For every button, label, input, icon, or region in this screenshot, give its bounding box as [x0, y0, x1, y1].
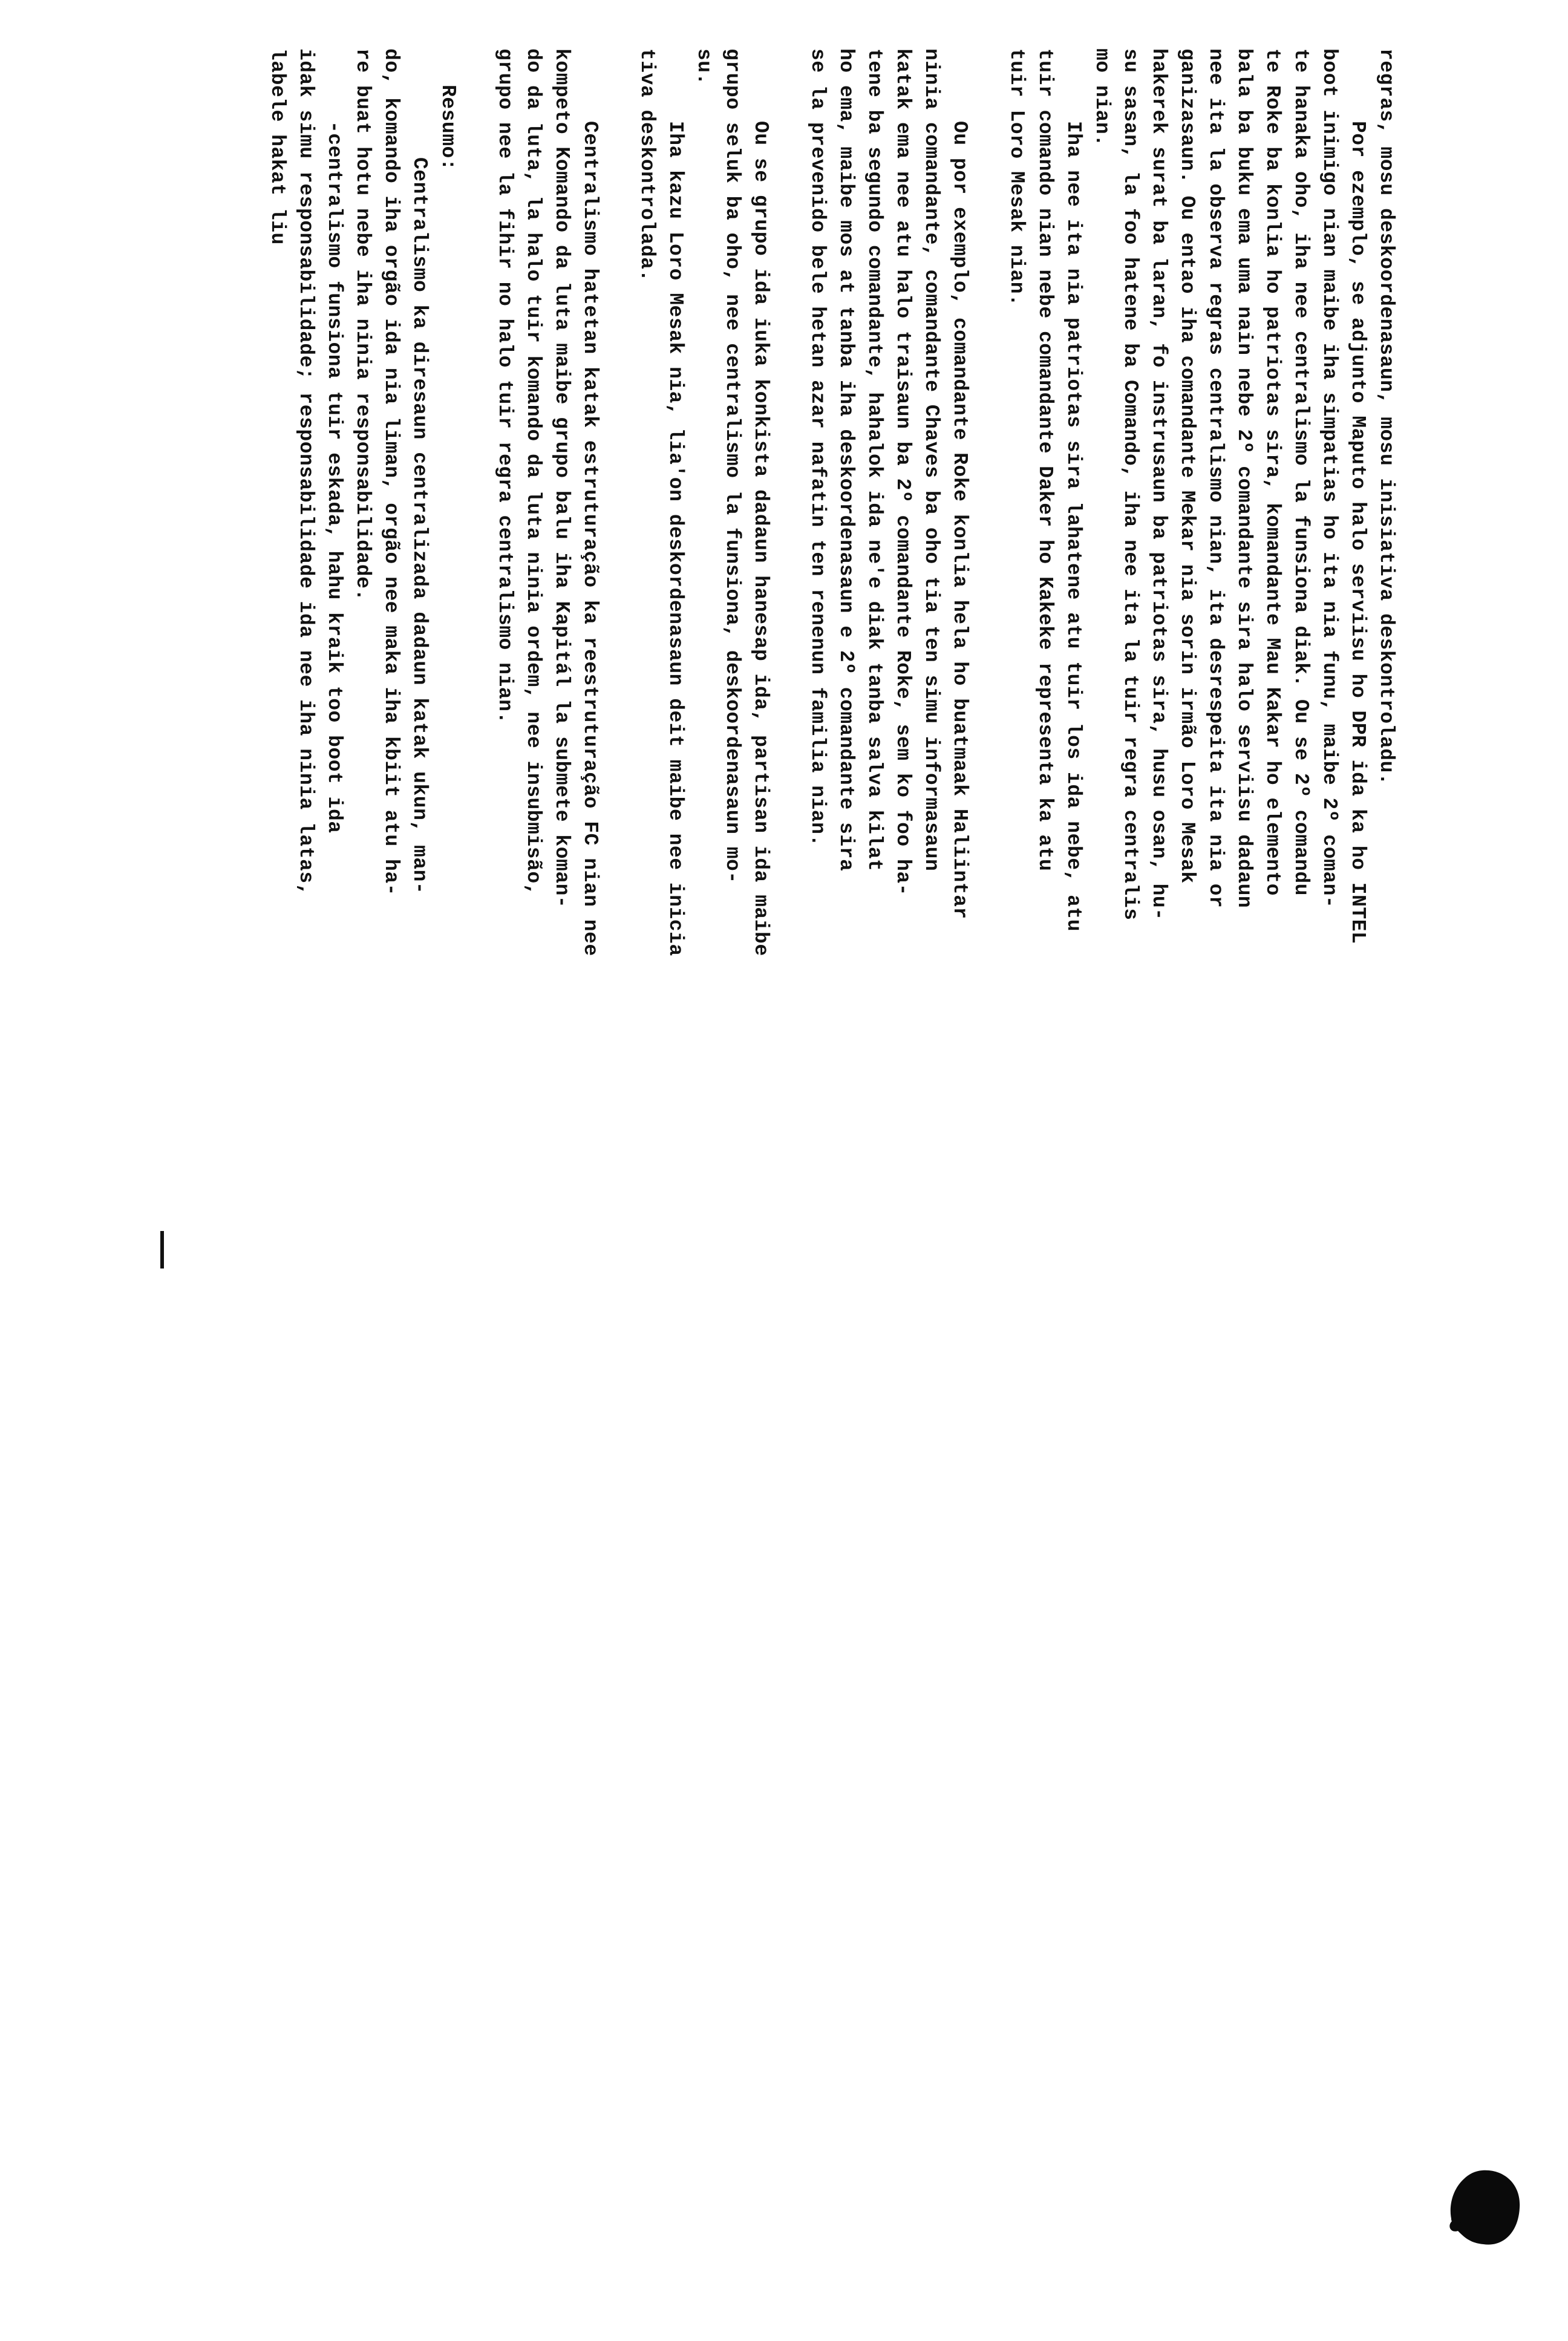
text-line: su.	[693, 48, 715, 85]
text-line: grupo nee la fihir no halo tuir regra centralismo nian.	[494, 48, 516, 724]
text-line: kompeto Komando da luta maibe grupo balu iha Kapitál la submete koman-	[550, 48, 573, 909]
text-line: te Roke ba konlia ho patriotas sira, komandante Mau Kakar ho elemento	[1261, 48, 1284, 896]
text-line: tene ba segundo comandante, hahalok ida ne'e diak tanba salva kilat	[863, 48, 886, 872]
text-line: nee ita la observa regras centralismo nian, ita desrespeita ita nia or	[1204, 48, 1227, 909]
text-line: Ou se grupo ida iuka konkista dadaun hanesap ida, partisan ida maibe	[750, 121, 772, 956]
text-line: tuir comando nian nebe comandante Daker ho Kakeke representa ka atu	[1034, 48, 1056, 872]
text-line: ninia comandante, comandante Chaves ba oho tia ten simu informasaun	[920, 48, 942, 872]
text-line: su sasan, la foo hatene ba Comando, iha nee ita la tuir regra centralis	[1119, 48, 1142, 921]
text-line: tuir Loro Mesak nian.	[1005, 48, 1028, 307]
text-line: Centralismo hatetan katak estruturação ka reestruturação FC nian nee	[579, 121, 601, 956]
ink-blot-mark	[1446, 2166, 1524, 2250]
text-line: Por ezemplo, se adjunto Maputo halo serviisu ho DPR ida ka ho INTEL	[1347, 121, 1369, 944]
text-line: mo nian.	[1091, 48, 1113, 147]
rotated-page-text	[218, 48, 1397, 1319]
text-line: grupo seluk ba oho, nee centralismo la funsiona, deskoordenasaun mo-	[721, 48, 743, 884]
text-line: ho ema, maibe mos at tanba iha deskoordenasaun e 2º comandante sira	[835, 48, 857, 872]
text-line: boot inimigo nian maibe iha simpatias ho ita nia funu, maibe 2º coman-	[1318, 48, 1341, 909]
text-line: do, komando iha orgão ida nia liman, orgão nee maka iha kbiit atu ha-	[380, 48, 402, 896]
text-line: Iha kazu Loro Mesak nia, lia'on deskordenasaun deit maibe nee inicia	[664, 121, 687, 956]
text-line: Centralismo ka diresaun centralizada dadaun katak ukun, man-	[408, 157, 431, 895]
text-line: -centralismo funsiona tuir eskada, hahu kraik too boot ida	[323, 121, 345, 834]
text-line: se la prevenido bele hetan azar nafatin ten renenun familia nian.	[806, 48, 829, 847]
page-mark-dash	[160, 1231, 164, 1268]
text-line: hakerek surat ba laran, fo instrusaun ba patriotas sira, husu osan, hu-	[1148, 48, 1170, 921]
text-line: regras, mosu deskoordenasaun, mosu inisiativa deskontroladu.	[1375, 48, 1397, 786]
text-line: do da luta, la halo tuir komando da luta ninia ordem, nee insubmisão,	[522, 48, 544, 896]
text-line: Ou por exemplo, comandante Roke konlia hela ho buatmaak Haliintar	[949, 121, 971, 919]
text-line: te hanaka oho, iha nee centralismo la funsiona diak. Ou se 2º comandu	[1290, 48, 1312, 896]
text-line: labele hakat liu	[266, 48, 289, 245]
text-line: katak ema nee atu halo traisaun ba 2º comandante Roke, sem ko foo ha-	[892, 48, 914, 896]
text-line: re buat hotu nebe iha ninia responsabilidade.	[351, 48, 374, 601]
section-heading-resumo: Resumo:	[437, 85, 459, 171]
text-line: Iha nee ita nia patriotas sira lahatene atu tuir los ida nebe, atu	[1062, 121, 1085, 932]
text-line: ganizasaun. Ou entao iha comandante Mekar nia sorin irmão Loro Mesak	[1176, 48, 1198, 884]
text-line: tiva deskontrolada.	[636, 48, 658, 282]
text-line: idak simu responsabilidade; responsabilidade ida nee iha ninia latas,	[295, 48, 317, 896]
text-line: bala ba buku ema uma nain nebe 2º comandante sira halo serviisu dadaun	[1233, 48, 1255, 909]
